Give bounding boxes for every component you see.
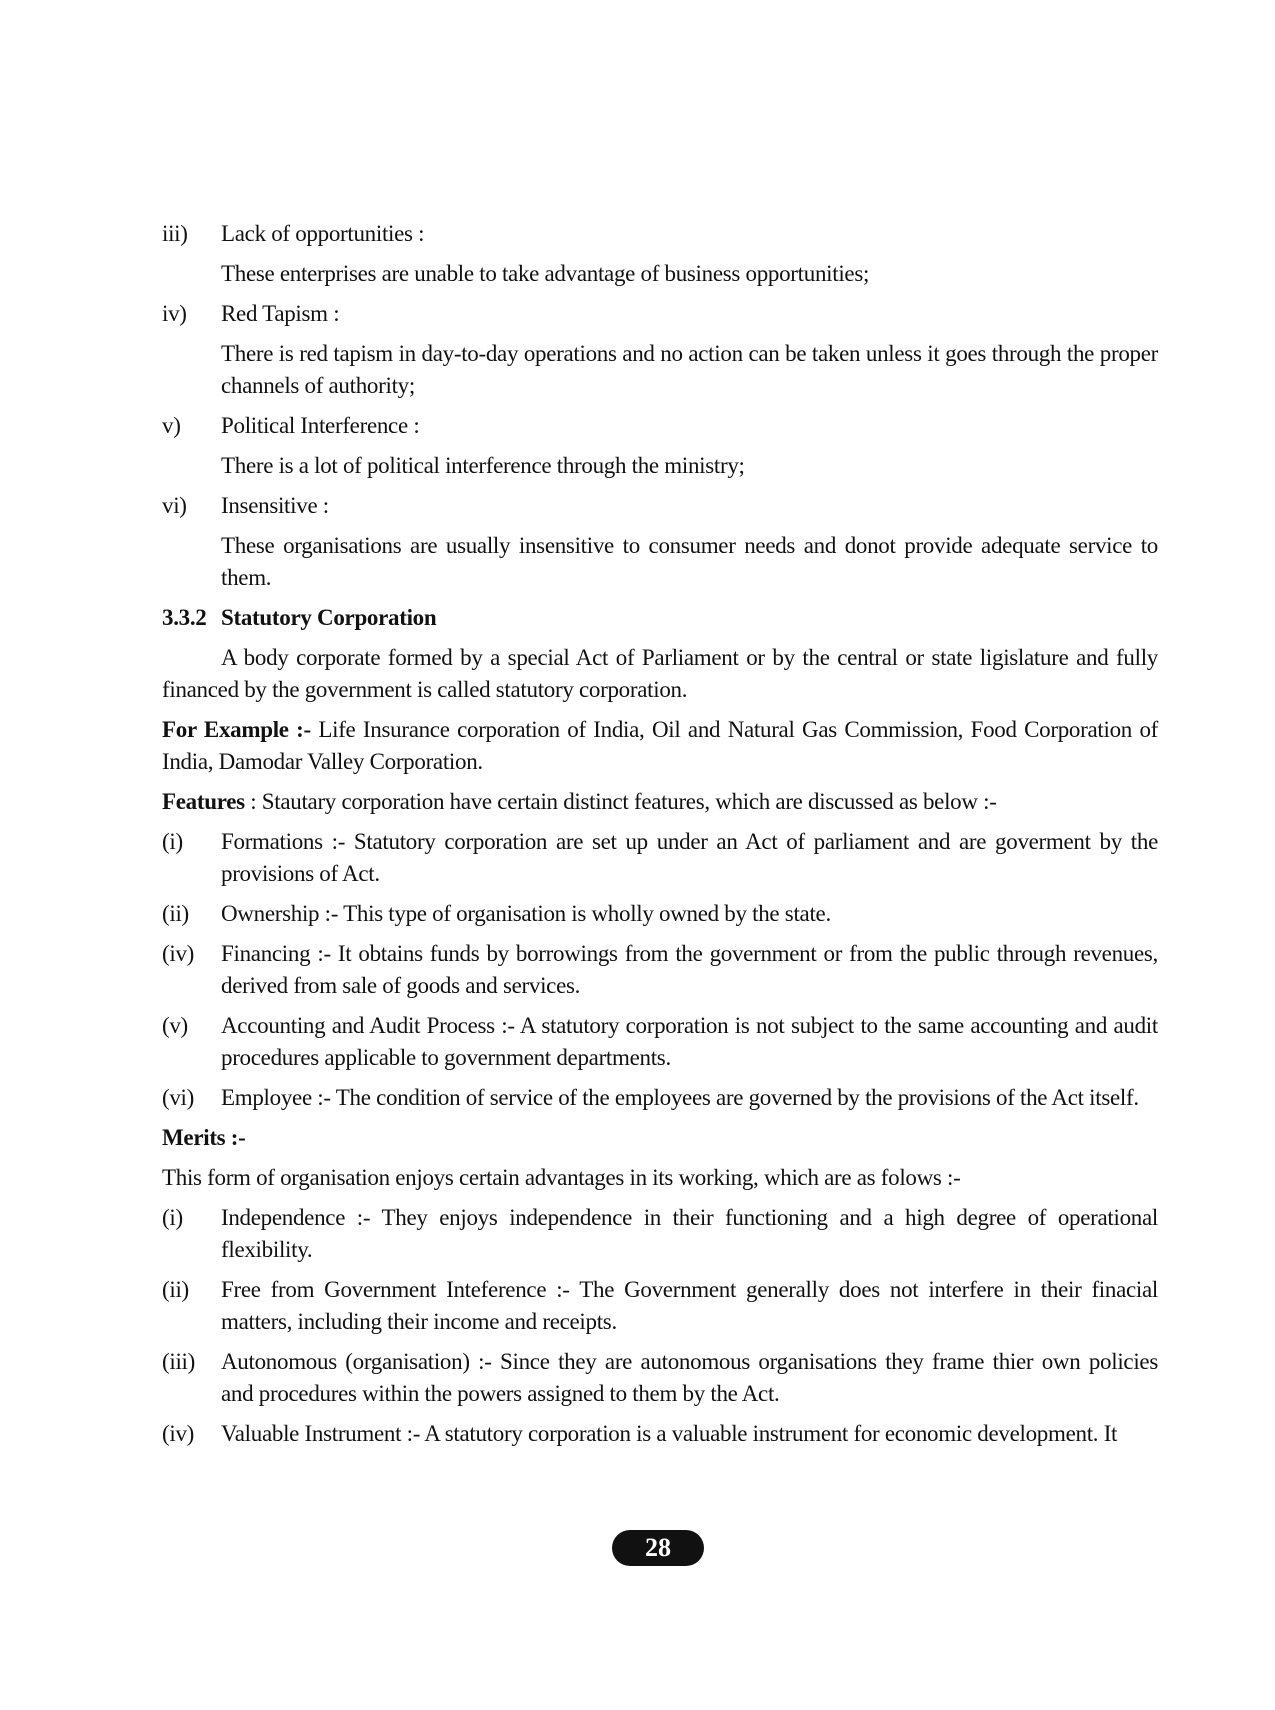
example-text: Life Insurance corporation of India, Oil and Natural Gas Commission, Food Corporation of India, Damodar Valley Corporation. bbox=[162, 717, 1159, 774]
item-number: (ii) bbox=[162, 901, 189, 926]
item-title: Political Interference : bbox=[221, 413, 420, 438]
list-item bbox=[162, 1010, 1158, 1074]
item-description: These enterprises are unable to take advantage of business opportunities; bbox=[221, 261, 870, 286]
item-title: Lack of opportunities : bbox=[221, 221, 425, 246]
list-item bbox=[162, 1274, 1158, 1338]
example-label: For Example :- bbox=[162, 717, 311, 742]
example-paragraph bbox=[162, 714, 1158, 778]
section-number: 3.3.2 bbox=[162, 605, 207, 630]
item-text: Accounting and Audit Process :- A statutory corporation is not subject to the same accounting and audit procedures applicable to government departments. bbox=[221, 1013, 1158, 1070]
item-number: iii) bbox=[162, 221, 188, 246]
item-number: v) bbox=[162, 413, 181, 438]
disadvantage-iii bbox=[162, 218, 1158, 290]
item-text: Autonomous (organisation) :- Since they are autonomous organisations they frame thier own policies and procedures within the powers assigned to them by the Act. bbox=[221, 1349, 1158, 1406]
item-number: (ii) bbox=[162, 1277, 189, 1302]
list-item bbox=[162, 938, 1158, 1002]
page-number: 28 bbox=[612, 1530, 704, 1566]
definition-paragraph: A body corporate formed by a special Act of Parliament or by the central or state ligislature and fully financed by the government is called statutory corporation. bbox=[162, 645, 1158, 702]
features-paragraph bbox=[162, 786, 1158, 818]
item-number: (i) bbox=[162, 829, 183, 854]
list-item bbox=[162, 298, 1158, 330]
disadvantage-vi bbox=[162, 490, 1158, 594]
item-number: iv) bbox=[162, 301, 187, 326]
list-item bbox=[162, 1346, 1158, 1410]
section-heading bbox=[162, 602, 1158, 634]
list-item bbox=[162, 1082, 1158, 1114]
item-text: Financing :- It obtains funds by borrowings from the government or from the public through revenues, derived from sale of goods and services. bbox=[221, 941, 1158, 998]
item-title: Red Tapism : bbox=[221, 301, 340, 326]
item-text: Independence :- They enjoys independence in their functioning and a high degree of operational flexibility. bbox=[221, 1205, 1158, 1262]
list-item bbox=[162, 1202, 1158, 1266]
item-description: There is red tapism in day-to-day operations and no action can be taken unless it goes through the proper channels of authority; bbox=[221, 341, 1158, 398]
disadvantage-v bbox=[162, 410, 1158, 482]
item-number: (v) bbox=[162, 1013, 188, 1038]
item-number: (iv) bbox=[162, 1421, 195, 1446]
list-item bbox=[162, 898, 1158, 930]
item-title: Insensitive : bbox=[221, 493, 329, 518]
item-text: Employee :- The condition of service of the employees are governed by the provisions of the Act itself. bbox=[221, 1085, 1139, 1110]
item-number: (iii) bbox=[162, 1349, 195, 1374]
item-text: Formations :- Statutory corporation are set up under an Act of parliament and are goverment by the provisions of Act. bbox=[221, 829, 1158, 886]
list-item bbox=[162, 1418, 1158, 1450]
list-item bbox=[162, 410, 1158, 442]
disadvantage-iv bbox=[162, 298, 1158, 402]
page-content bbox=[162, 218, 1158, 1458]
merits-heading: Merits :- bbox=[162, 1125, 246, 1150]
features-label: Features bbox=[162, 789, 245, 814]
item-number: vi) bbox=[162, 493, 187, 518]
item-number: (i) bbox=[162, 1205, 183, 1230]
merits-intro: This form of organisation enjoys certain advantages in its working, which are as folows :- bbox=[162, 1165, 961, 1190]
item-description: There is a lot of political interference through the ministry; bbox=[221, 453, 745, 478]
list-item bbox=[162, 218, 1158, 250]
item-number: (iv) bbox=[162, 941, 195, 966]
item-number: (vi) bbox=[162, 1085, 195, 1110]
item-text: Ownership :- This type of organisation is wholly owned by the state. bbox=[221, 901, 831, 926]
features-intro: : Stautary corporation have certain distinct features, which are discussed as below :- bbox=[244, 789, 997, 814]
item-description: These organisations are usually insensitive to consumer needs and donot provide adequate service to them. bbox=[221, 533, 1158, 590]
section-title: Statutory Corporation bbox=[221, 605, 437, 630]
item-text: Free from Government Inteference :- The Government generally does not interfere in their finacial matters, including their income and receipts. bbox=[221, 1277, 1158, 1334]
list-item bbox=[162, 826, 1158, 890]
list-item bbox=[162, 490, 1158, 522]
merits-list bbox=[162, 1202, 1158, 1450]
item-text: Valuable Instrument :- A statutory corporation is a valuable instrument for economic development. It bbox=[221, 1421, 1118, 1446]
features-list bbox=[162, 826, 1158, 1114]
